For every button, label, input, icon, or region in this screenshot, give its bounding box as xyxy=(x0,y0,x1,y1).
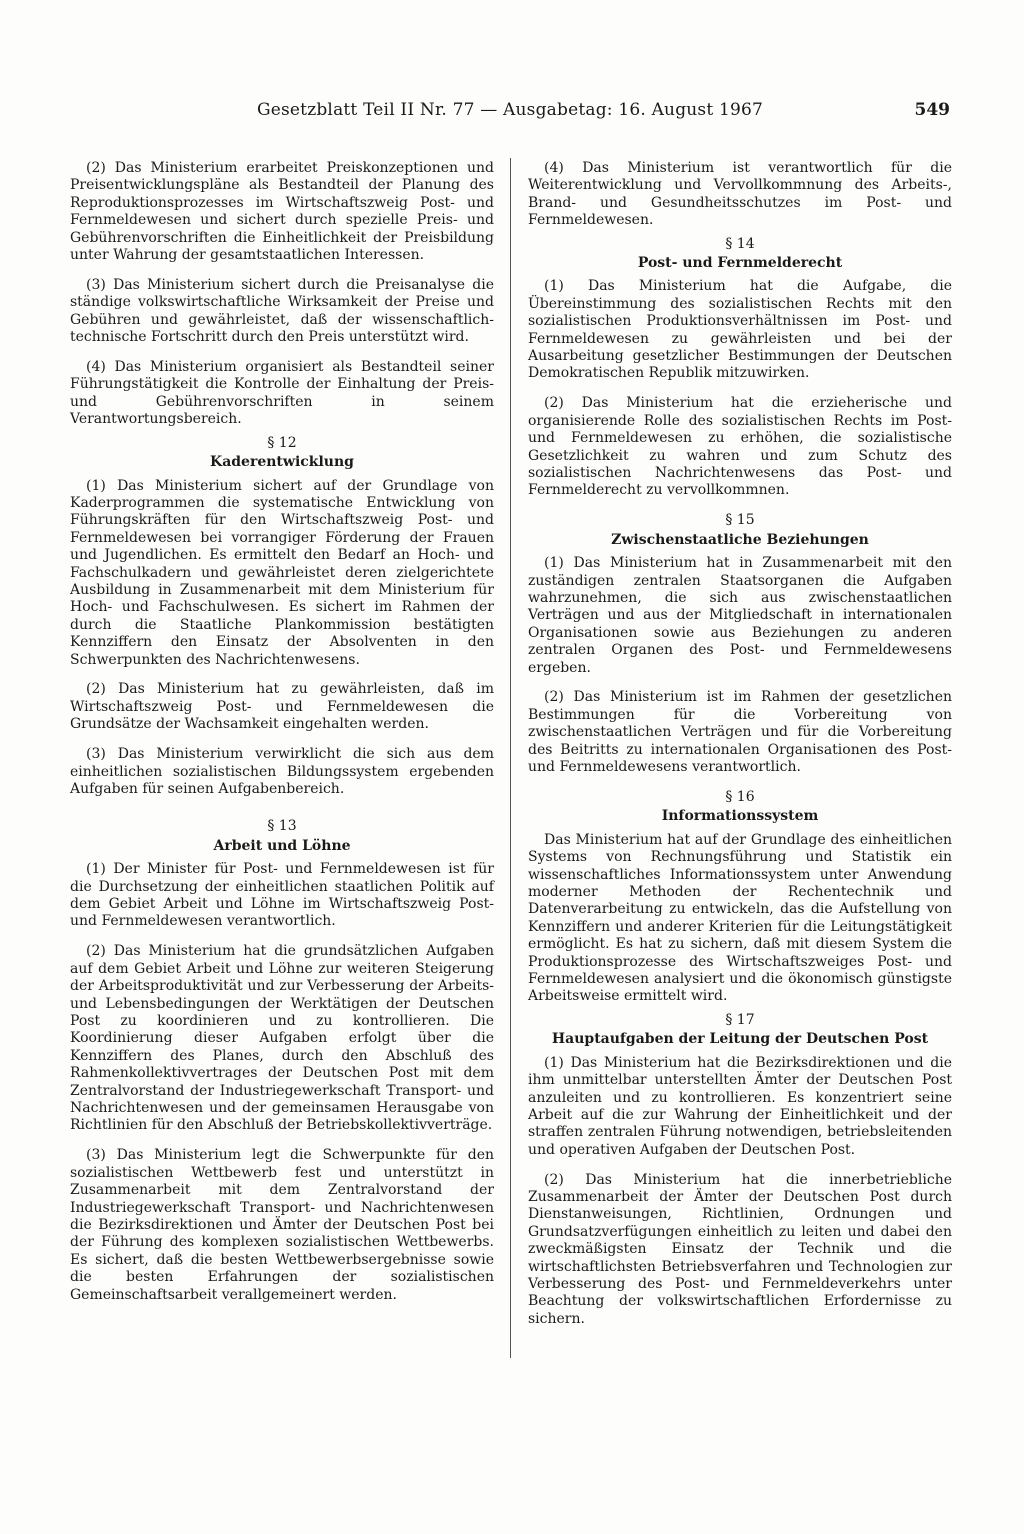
paragraph: (2) Das Ministerium hat die grundsätzlichen Aufgaben auf dem Gebiet Arbeit und Löhne zur weiteren Steigerung der Arbeitsproduktivität und zur Verbesserung der Arbeits- und Lebensbedingungen der Werktätigen der Deutschen Post zu koordinieren und zu kontrollieren. Die Koordinierung dieser Aufgaben erfolgt über die Kennziffern des Planes, durch den Abschluß des Rahmenkollektivvertrages der Deutschen Post mit dem Zentralvorstand der Industriegewerkschaft Transport- und Nachrichtenwesen und der gemeinsamen Herausgabe von Richtlinien für den Abschluß der Betriebskollektivverträge. xyxy=(70,943,494,1134)
column-divider xyxy=(510,158,511,1358)
section-title: Hauptaufgaben der Leitung der Deutschen Post xyxy=(551,1031,929,1048)
paragraph: (3) Das Ministerium legt die Schwerpunkte für den sozialistischen Wettbewerb fest und unterstützt in Zusammenarbeit mit dem Zentralvorstand der Industriegewerkschaft Transport- und Nachrichtenwesen die Bezirksdirektionen und Ämter der Deutschen Post bei der Führung des komplexen sozialistischen Wettbewerbs. Es sichert, daß die besten Wettbewerbsergebnisse sowie die besten Erfahrungen der sozialistischen Gemeinschaftsarbeit verallgemeinert werden. xyxy=(70,1147,494,1303)
left-column xyxy=(70,160,494,1316)
section-title: Post- und Fernmelderecht xyxy=(637,255,843,272)
page-number: 549 xyxy=(914,100,950,120)
section-title: Informationssystem xyxy=(661,808,819,825)
paragraph: (2) Das Ministerium hat die erzieherische und organisierende Rolle des sozialistischen Rechts im Post- und Fernmeldewesen zu erhöhen, die sozialistische Gesetzlichkeit zu wahren und zum Schutz des sozialistischen Nachrichtenwesens das Post- und Fernmelderecht zu vervollkommnen. xyxy=(528,395,952,499)
paragraph: (3) Das Ministerium verwirklicht die sich aus dem einheitlichen sozialistischen Bildungssystem ergebenden Aufgaben für seinen Aufgabenbereich. xyxy=(70,746,494,797)
paragraph: Das Ministerium hat auf der Grundlage des einheitlichen Systems von Rechnungsführung und Statistik ein wissenschaftliches Informationssystem unter Anwendung moderner Methoden der Rechentechnik und Datenverarbeitung zu entwickeln, das die Aufstellung von Kennziffern und anderer Kriterien für die Leitungstätigkeit ermöglicht. Es hat zu sichern, daß mit diesem System die Produktionsprozesse des Wirtschaftszweiges Post- und Fernmeldewesen analysiert und die ökonomisch günstigste Arbeitsweise ermittelt wird. xyxy=(528,831,952,1005)
section-number: § 17 xyxy=(725,1011,755,1028)
page-header xyxy=(70,100,950,130)
section-title: Zwischenstaatliche Beziehungen xyxy=(611,531,869,548)
paragraph: (1) Das Ministerium hat die Bezirksdirektionen und die ihm unmittelbar unterstellten Ämter der Deutschen Post anzuleiten und zu kontrollieren. Es konzentriert seine Arbeit auf die zur Wahrung der Einheitlichkeit und der straffen zentralen Führung notwendigen, betriebsleitenden und operativen Aufgaben der Deutschen Post. xyxy=(528,1054,952,1158)
paragraph: (1) Das Ministerium hat die Aufgabe, die Übereinstimmung des sozialistischen Rechts mit den sozialistischen Produktionsverhältnissen im Post- und Fernmeldewesen zu gewährleisten und bei der Ausarbeitung gesetzlicher Bestimmungen der Deutschen Demokratischen Republik mitzuwirken. xyxy=(528,278,952,382)
paragraph: (2) Das Ministerium hat die innerbetriebliche Zusammenarbeit der Ämter der Deutschen Post durch Dienstanweisungen, Richtlinien, Ordnungen und Grundsatzverfügungen einheitlich zu leiten und dabei den zweckmäßigsten Einsatz der Technik und die wirtschaftlichsten Betriebsverfahren und Technologien zur Verbesserung des Post- und Fernmeldeverkehrs unter Beachtung der volkswirtschaftlichen Erfordernisse zu sichern. xyxy=(528,1171,952,1327)
section-title: Kaderentwicklung xyxy=(210,454,354,471)
section-title: Arbeit und Löhne xyxy=(213,837,351,854)
paragraph: (1) Der Minister für Post- und Fernmeldewesen ist für die Durchsetzung der einheitlichen staatlichen Politik auf dem Gebiet Arbeit und Löhne im Wirtschaftszweig Post- und Fernmeldewesen verantwortlich. xyxy=(70,861,494,930)
section-number: § 12 xyxy=(267,434,297,451)
section-number: § 14 xyxy=(725,235,755,252)
paragraph: (2) Das Ministerium ist im Rahmen der gesetzlichen Bestimmungen für die Vorbereitung von zwischenstaatlichen Verträgen und für die Vorbereitung des Beitritts zu internationalen Organisationen des Post- und Fernmeldewesens verantwortlich. xyxy=(528,689,952,776)
section-number: § 15 xyxy=(725,512,755,529)
paragraph: (2) Das Ministerium hat zu gewährleisten, daß im Wirtschaftszweig Post- und Fernmeldewesen die Grundsätze der Wachsamkeit eingehalten werden. xyxy=(70,681,494,733)
section-number: § 16 xyxy=(725,789,755,805)
paragraph: (3) Das Ministerium sichert durch die Preisanalyse die ständige volkswirtschaftliche Wirksamkeit der Preise und Gebühren und gewährleistet, daß der wissenschaftlich-technische Fortschritt durch den Preis unterstützt wird. xyxy=(70,276,494,346)
paragraph: (1) Das Ministerium hat in Zusammenarbeit mit den zuständigen zentralen Staatsorganen die Aufgaben wahrzunehmen, die sich aus zwischenstaatlichen Verträgen und aus der Mitgliedschaft in internationalen Organisationen sowie aus Beziehungen zu anderen zentralen Organen des Post- und Fernmeldewesens ergeben. xyxy=(528,555,952,676)
paragraph: (4) Das Ministerium organisiert als Bestandteil seiner Führungstätigkeit die Kontrolle der Einhaltung der Preis- und Gebührenvorschriften in seinem Verantwortungsbereich. xyxy=(70,359,494,428)
paragraph: (2) Das Ministerium erarbeitet Preiskonzeptionen und Preisentwicklungspläne als Bestandteil der Planung des Reproduktionsprozesses im Wirtschaftszweig Post- und Fernmeldewesen und sichert durch spezielle Preis- und Gebührenvorschriften die Einheitlichkeit der Preisbildung unter Wahrung der gesamtstaatlichen Interessen. xyxy=(70,160,494,264)
paragraph: (4) Das Ministerium ist verantwortlich für die Weiterentwicklung und Vervollkommnung des Arbeits-, Brand- und Gesundheitsschutzes im Post- und Fernmeldewesen. xyxy=(528,160,952,229)
right-column xyxy=(528,160,952,1341)
header-title: Gesetzblatt Teil II Nr. 77 — Ausgabetag: 16. August 1967 xyxy=(256,100,764,120)
paragraph: (1) Das Ministerium sichert auf der Grundlage von Kaderprogrammen die systematische Entwicklung von Führungskräften für den Wirtschaftszweig Post- und Fernmeldewesen bei vorrangiger Förderung der Frauen und Jugendlichen. Es ermittelt den Bedarf an Hoch- und Fachschulkadern und gewährleistet deren zielgerichtete Ausbildung in Zusammenarbeit mit dem Ministerium für Hoch- und Fachschulwesen. Es sichert im Rahmen der durch die Staatliche Plankommission bestätigten Kennziffern den Einsatz der Absolventen in den Schwerpunkten des Nachrichtenwesens. xyxy=(70,477,494,668)
section-number: § 13 xyxy=(267,818,297,835)
